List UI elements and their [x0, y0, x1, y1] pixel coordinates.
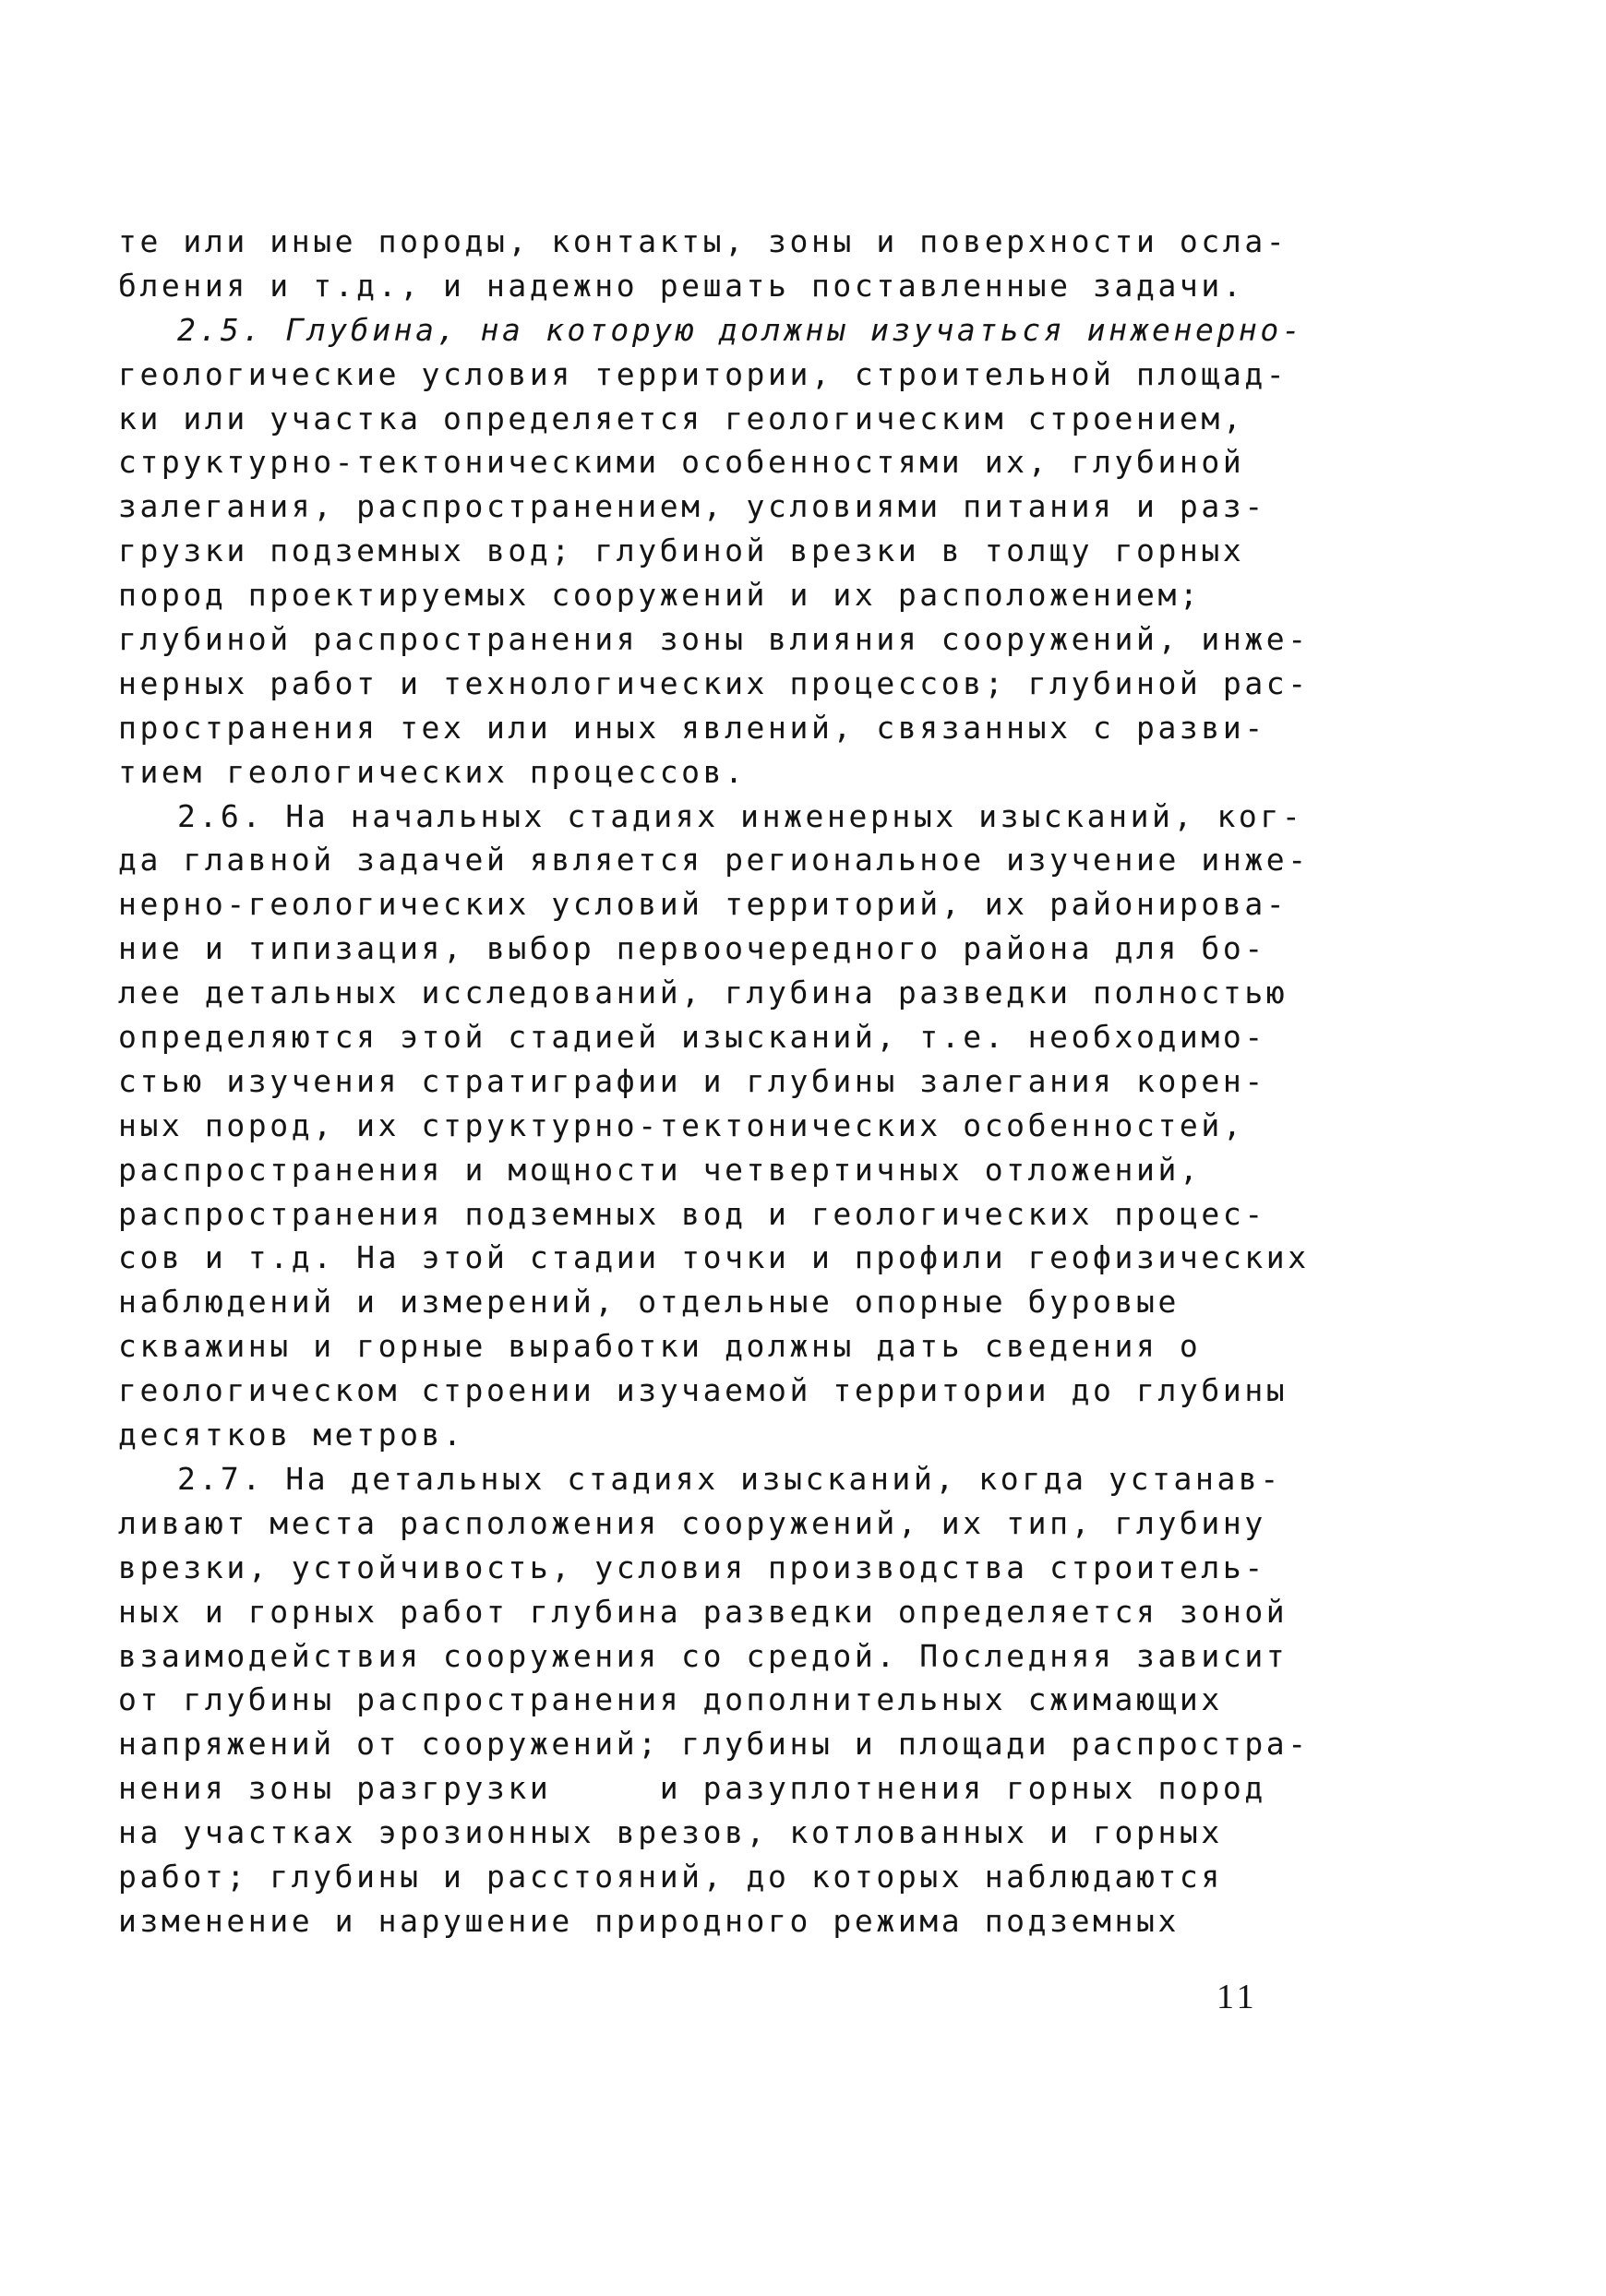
text-line: определяются этой стадией изысканий, т.е. необходимо- — [118, 1019, 1266, 1056]
text-line: глубиной распространения зоны влияния сооружений, инже- — [118, 621, 1310, 658]
text-line: наблюдений и измерений, отдельные опорные буровые — [118, 1284, 1180, 1321]
text-line: бления и т.д., и надежно решать поставленные задачи. — [118, 267, 1245, 304]
text-line: ливают места расположения сооружений, их тип, глубину — [118, 1504, 1266, 1541]
text-line: нерных работ и технологических процессов; глубиной рас- — [118, 664, 1310, 701]
body-text — [118, 220, 1355, 1943]
text-line: сов и т.д. На этой стадии точки и профили геофизических — [118, 1239, 1310, 1276]
text-line: пространения тех или иных явлений, связанных с разви- — [118, 709, 1266, 746]
text-line: на участках эрозионных врезов, котлованных и горных — [118, 1814, 1223, 1851]
text-line: взаимодействия сооружения со средой. Последняя зависит — [118, 1637, 1288, 1674]
text-line: нения зоны разгрузки и разуплотнения горных пород — [118, 1770, 1266, 1807]
text-line: лее детальных исследований, глубина разведки полностью — [118, 975, 1288, 1011]
text-line: ных и горных работ глубина разведки определяется зоной — [118, 1593, 1288, 1630]
text-line: ние и типизация, выбор первоочередного района для бо- — [118, 930, 1266, 967]
text-line: залегания, распространением, условиями питания и раз- — [118, 488, 1266, 525]
text-line: изменение и нарушение природного режима подземных — [118, 1902, 1180, 1939]
text-line: распространения и мощности четвертичных отложений, — [118, 1151, 1202, 1188]
text-line: грузки подземных вод; глубиной врезки в толщу горных — [118, 532, 1245, 569]
text-line: распространения подземных вод и геологических процес- — [118, 1195, 1266, 1232]
text-line: геологическом строении изучаемой территории до глубины — [118, 1372, 1288, 1409]
text-line: от глубины распространения дополнительных сжимающих — [118, 1681, 1223, 1718]
text-line: напряжений от сооружений; глубины и площади распростра- — [118, 1726, 1310, 1763]
page-number: 11 — [1216, 1978, 1258, 2016]
text-line: тием геологических процессов. — [118, 753, 747, 790]
text-line: структурно-тектоническими особенностями их, глубиной — [118, 444, 1245, 481]
text-line: нерно-геологических условий территорий, их районирова- — [118, 886, 1288, 923]
text-line: врезки, устойчивость, условия производства строитель- — [118, 1549, 1266, 1585]
text-line: десятков метров. — [118, 1417, 465, 1453]
text-line: ных пород, их структурно-тектонических особенностей, — [118, 1106, 1245, 1143]
text-line: пород проектируемых сооружений и их расположением; — [118, 577, 1202, 614]
text-line: ки или участка определяется геологическим строением, — [118, 400, 1245, 436]
paragraph-2-6-start: 2.6. На начальных стадиях инженерных изысканий, ког- — [177, 797, 1304, 834]
text-line: работ; глубины и расстояний, до которых наблюдаются — [118, 1858, 1223, 1895]
text-line: те или иные породы, контакты, зоны и поверхности осла- — [118, 223, 1288, 259]
paragraph-2-7-start: 2.7. На детальных стадиях изысканий, когда устанав- — [177, 1460, 1282, 1497]
text-line: да главной задачей является региональное изучение инже- — [118, 842, 1310, 879]
text-line: геологические условия территории, строительной площад- — [118, 355, 1288, 392]
text-line: скважины и горные выработки должны дать сведения о — [118, 1328, 1202, 1365]
paragraph-2-5-start: 2.5. Глубина, на которую должны изучаться инженерно- — [177, 311, 1304, 348]
text-line: стью изучения стратиграфии и глубины залегания корен- — [118, 1062, 1266, 1099]
